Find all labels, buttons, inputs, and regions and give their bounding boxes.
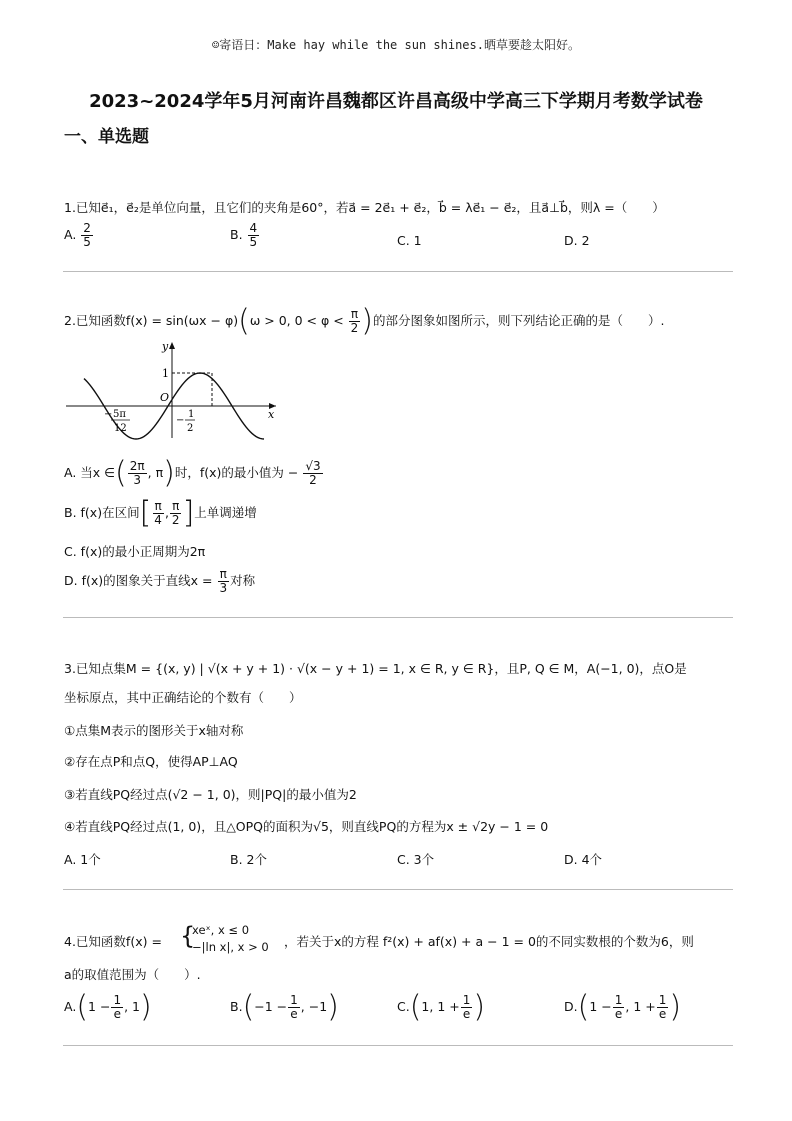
x-axis-label: x	[268, 408, 275, 421]
minus-sign: −	[176, 415, 185, 426]
paren: (	[115, 455, 127, 491]
paren: (	[242, 989, 255, 1025]
numerator: π	[172, 499, 180, 513]
paren: )	[327, 989, 339, 1025]
denominator: 4	[154, 513, 162, 527]
question-1-option-b[interactable]	[230, 222, 260, 249]
option-label: D.	[564, 999, 578, 1014]
option-label: A.	[64, 227, 77, 242]
minus-sign: −	[104, 409, 113, 420]
option-text: 1 −	[589, 999, 612, 1014]
fraction	[613, 994, 625, 1021]
option-text: 上单调递增	[194, 505, 257, 520]
question-2-option-a[interactable]	[64, 455, 324, 491]
bracket: ]	[182, 495, 195, 531]
paren: )	[473, 989, 486, 1025]
option-text: 1 −	[88, 999, 111, 1014]
question-1-option-d[interactable]: D. 2	[564, 233, 590, 248]
divider	[63, 889, 733, 890]
question-2-option-c[interactable]: C. f(x)的最小正周期为2π	[64, 544, 206, 559]
piecewise-brace: {	[180, 922, 196, 950]
question-3-stem-line1: 3.已知点集M = {(x, y) | √(x + y + 1) · √(x − y + 1) = 1, x ∈ R, y ∈ R}，且P, Q ∈ M，A(−1, 0)，点O是	[64, 661, 687, 676]
question-4-stem-tail: ，若关于x的方程 f²(x) + af(x) + a − 1 = 0的不同实数根的个数为6，则	[284, 934, 694, 949]
denominator: 2	[309, 473, 317, 487]
numerator: 1	[614, 993, 623, 1007]
question-4-stem	[64, 933, 162, 951]
y-axis-arrow-icon	[169, 342, 175, 349]
option-label: A.	[64, 999, 77, 1014]
option-label: B.	[230, 227, 243, 242]
page-title: 2023~2024学年5月河南许昌魏都区许昌高级中学高三下学期月考数学试卷	[89, 91, 703, 112]
numerator: 1	[658, 993, 667, 1007]
tick-12: 12	[114, 423, 127, 434]
y-tick-one: 1	[162, 367, 169, 380]
denominator: e	[290, 1007, 298, 1021]
origin-label: O	[160, 391, 170, 404]
question-3-statement-2: ②存在点P和点Q，使得AP⊥AQ	[64, 754, 238, 769]
denominator: 5	[83, 235, 91, 249]
option-text: , 1 +	[625, 999, 656, 1014]
option-text: , −1	[300, 999, 328, 1014]
denominator: e	[462, 1007, 471, 1021]
question-3-option-d[interactable]: D. 4个	[564, 852, 603, 867]
question-4-option-b[interactable]	[230, 989, 339, 1025]
denominator: 5	[249, 235, 258, 249]
denominator: e	[658, 1007, 667, 1021]
denominator: 2	[350, 321, 359, 335]
question-3-stem-line2: 坐标原点，其中正确结论的个数有（ ）	[64, 690, 302, 705]
sine-graph	[64, 340, 284, 440]
case-2: −|ln x|, x > 0	[192, 940, 269, 954]
question-1-stem: 1.已知e⃗₁，e⃗₂是单位向量，且它们的夹角是60°，若a⃗ = 2e⃗₁ + e⃗₂，b⃗ = λe⃗₁ − e⃗₂，且a⃗⊥b⃗，则λ =（ ）	[64, 200, 665, 215]
tick-5pi: 5π	[113, 409, 126, 420]
page-header-motto: ☺寄语日：Make hay while the sun shines.晒草要趁太阳好。	[212, 38, 580, 52]
paren: (	[577, 989, 590, 1025]
tick-half-denominator: 2	[187, 423, 194, 434]
fraction	[111, 994, 123, 1021]
denominator: e	[113, 1007, 121, 1021]
question-3-option-c[interactable]: C. 3个	[397, 852, 435, 867]
numerator: √3	[305, 459, 321, 473]
numerator: π	[350, 307, 359, 321]
option-text: 对称	[230, 573, 256, 588]
question-1-option-c[interactable]: C. 1	[397, 233, 422, 248]
option-text: 时，f(x)的最小值为 −	[174, 465, 299, 480]
option-text: , π	[147, 465, 164, 480]
paren: (	[76, 989, 89, 1025]
fraction	[152, 500, 164, 527]
paren: (	[409, 989, 422, 1025]
stem-part: 2.已知函数f(x) = sin(ωx − φ)	[64, 313, 239, 328]
numerator: 4	[249, 221, 258, 235]
denominator: e	[614, 1007, 623, 1021]
question-2-stem	[64, 303, 665, 339]
question-4-option-c[interactable]	[397, 989, 486, 1025]
section-title: 一、单选题	[64, 127, 149, 147]
question-3-option-b[interactable]: B. 2个	[230, 852, 267, 867]
fraction	[81, 222, 93, 249]
numerator: π	[219, 567, 227, 581]
paren: )	[361, 303, 374, 339]
question-3-statement-4: ④若直线PQ经过点(1, 0)，且△OPQ的面积为√5，则直线PQ的方程为x ± √2y − 1 = 0	[64, 819, 549, 834]
question-3-statement-3: ③若直线PQ经过点(√2 − 1, 0)，则|PQ|的最小值为2	[64, 787, 357, 802]
numerator: 2	[83, 221, 91, 235]
stem-part: 的部分图象如图所示，则下列结论正确的是（ ）.	[373, 313, 665, 328]
fraction	[288, 994, 300, 1021]
denominator: 2	[171, 513, 180, 527]
fraction	[657, 994, 669, 1021]
question-3-option-a[interactable]: A. 1个	[64, 852, 101, 867]
option-label: C.	[397, 999, 410, 1014]
fraction	[349, 308, 361, 335]
divider	[63, 271, 733, 272]
stem-part: 4.已知函数f(x) =	[64, 934, 162, 949]
case-1: xeˣ, x ≤ 0	[192, 923, 250, 937]
numerator: 2π	[129, 459, 145, 473]
question-4-option-a[interactable]	[64, 989, 152, 1025]
option-text: B. f(x)在区间	[64, 505, 140, 520]
question-4-stem-line2: a的取值范围为（ ）.	[64, 967, 201, 982]
numerator: 1	[290, 993, 298, 1007]
tick-half-numerator: 1	[188, 409, 195, 420]
question-1-option-a[interactable]	[64, 222, 94, 249]
option-text: , 1	[124, 999, 140, 1014]
question-2-option-d[interactable]	[64, 568, 255, 595]
fraction	[128, 460, 147, 487]
paren: )	[139, 989, 152, 1025]
question-2-option-b[interactable]: B. f(x)在区间[ $\frac{\pi}{4}$ , $\frac{\pi}{2}$ ]上单调递增	[64, 495, 257, 531]
option-text: 1, 1 +	[421, 999, 460, 1014]
bracket: [	[139, 495, 152, 531]
option-text: D. f(x)的图象关于直线x =	[64, 573, 213, 588]
fraction	[217, 568, 229, 595]
numerator: π	[154, 499, 162, 513]
paren: )	[669, 989, 682, 1025]
question-4-option-d[interactable]	[564, 989, 682, 1025]
stem-part: ω > 0, 0 < φ <	[249, 313, 344, 328]
option-text: −1 −	[254, 999, 288, 1014]
fraction	[170, 500, 182, 527]
numerator: 1	[462, 993, 471, 1007]
question-3-statement-1: ①点集M表示的图形关于x轴对称	[64, 723, 244, 738]
divider	[63, 617, 733, 618]
numerator: 1	[113, 993, 122, 1007]
denominator: 3	[133, 473, 142, 487]
option-text: A. 当x ∈	[64, 465, 116, 480]
y-axis-label: y	[162, 340, 169, 353]
fraction	[248, 222, 260, 249]
fraction	[303, 460, 322, 487]
paren: )	[163, 455, 175, 491]
denominator: 3	[219, 581, 228, 595]
piecewise-cases	[192, 922, 269, 956]
fraction	[461, 994, 473, 1021]
option-label: B.	[230, 999, 243, 1014]
divider	[63, 1045, 733, 1046]
paren: (	[238, 303, 250, 339]
